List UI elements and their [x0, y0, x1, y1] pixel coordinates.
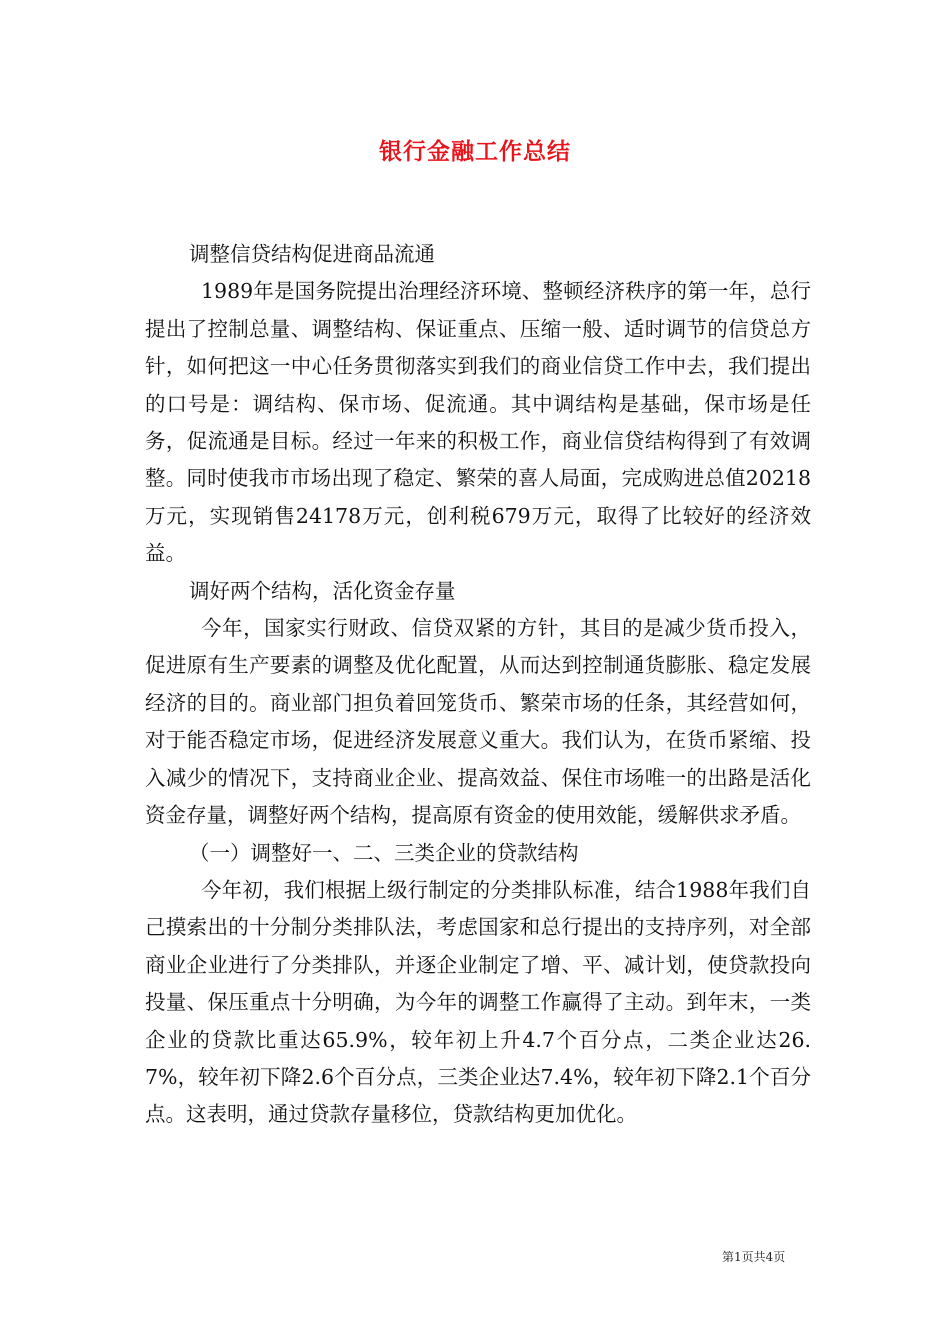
document-body: [145, 236, 811, 1134]
page-number: 第1页共4页: [722, 1250, 786, 1264]
section-heading: 调整信贷结构促进商品流通: [189, 242, 435, 266]
body-paragraph: 1989年是国务院提出治理经济环境、整顿经济秩序的第一年，总行提出了控制总量、调整结构、保证重点、压缩一般、适时调节的信贷总方针，如何把这一中心任务贯彻落实到我们的商业信贷工作中去，我们提出的口号是：调结构、保市场、促流通。其中调结构是基础，保市场是任务，促流通是目标。经过一年来的积极工作，商业信贷结构得到了有效调整。同时使我市市场出现了稳定、繁荣的喜人局面，完成购进总值20218万元，实现销售24178万元，创利税679万元，取得了比较好的经济效益。: [145, 279, 811, 566]
subsection-heading: （一）调整好一、二、三类企业的贷款结构: [189, 840, 579, 865]
body-paragraph: 今年，国家实行财政、信贷双紧的方针，其目的是减少货币投入，促进原有生产要素的调整及优化配置，从而达到控制通货膨胀、稳定发展经济的目的。商业部门担负着回笼货币、繁荣市场的任条，其经营如何，对于能否稳定市场，促进经济发展意义重大。我们认为，在货币紧缩、投入减少的情况下，支持商业企业、提高效益、保住市场唯一的出路是活化资金存量，调整好两个结构，提高原有资金的使用效能，缓解供求矛盾。: [145, 616, 811, 828]
body-paragraph: 今年初，我们根据上级行制定的分类排队标准，结合1988年我们自己摸索出的十分制分类排队法，考虑国家和总行提出的支持序列，对全部商业企业进行了分类排队，并逐企业制定了增、平、减计划，使贷款投向投量、保压重点十分明确，为今年的调整工作赢得了主动。到年末，一类企业的贷款比重达65.9%，较年初上升4.7个百分点，二类企业达26.7%，较年初下降2.6个百分点，三类企业达7.4%，较年初下降2.1个百分点。这表明，通过贷款存量移位，贷款结构更加优化。: [145, 877, 811, 1127]
section-heading: 调好两个结构，活化资金存量: [189, 578, 456, 603]
document-title: 银行金融工作总结: [379, 139, 571, 165]
